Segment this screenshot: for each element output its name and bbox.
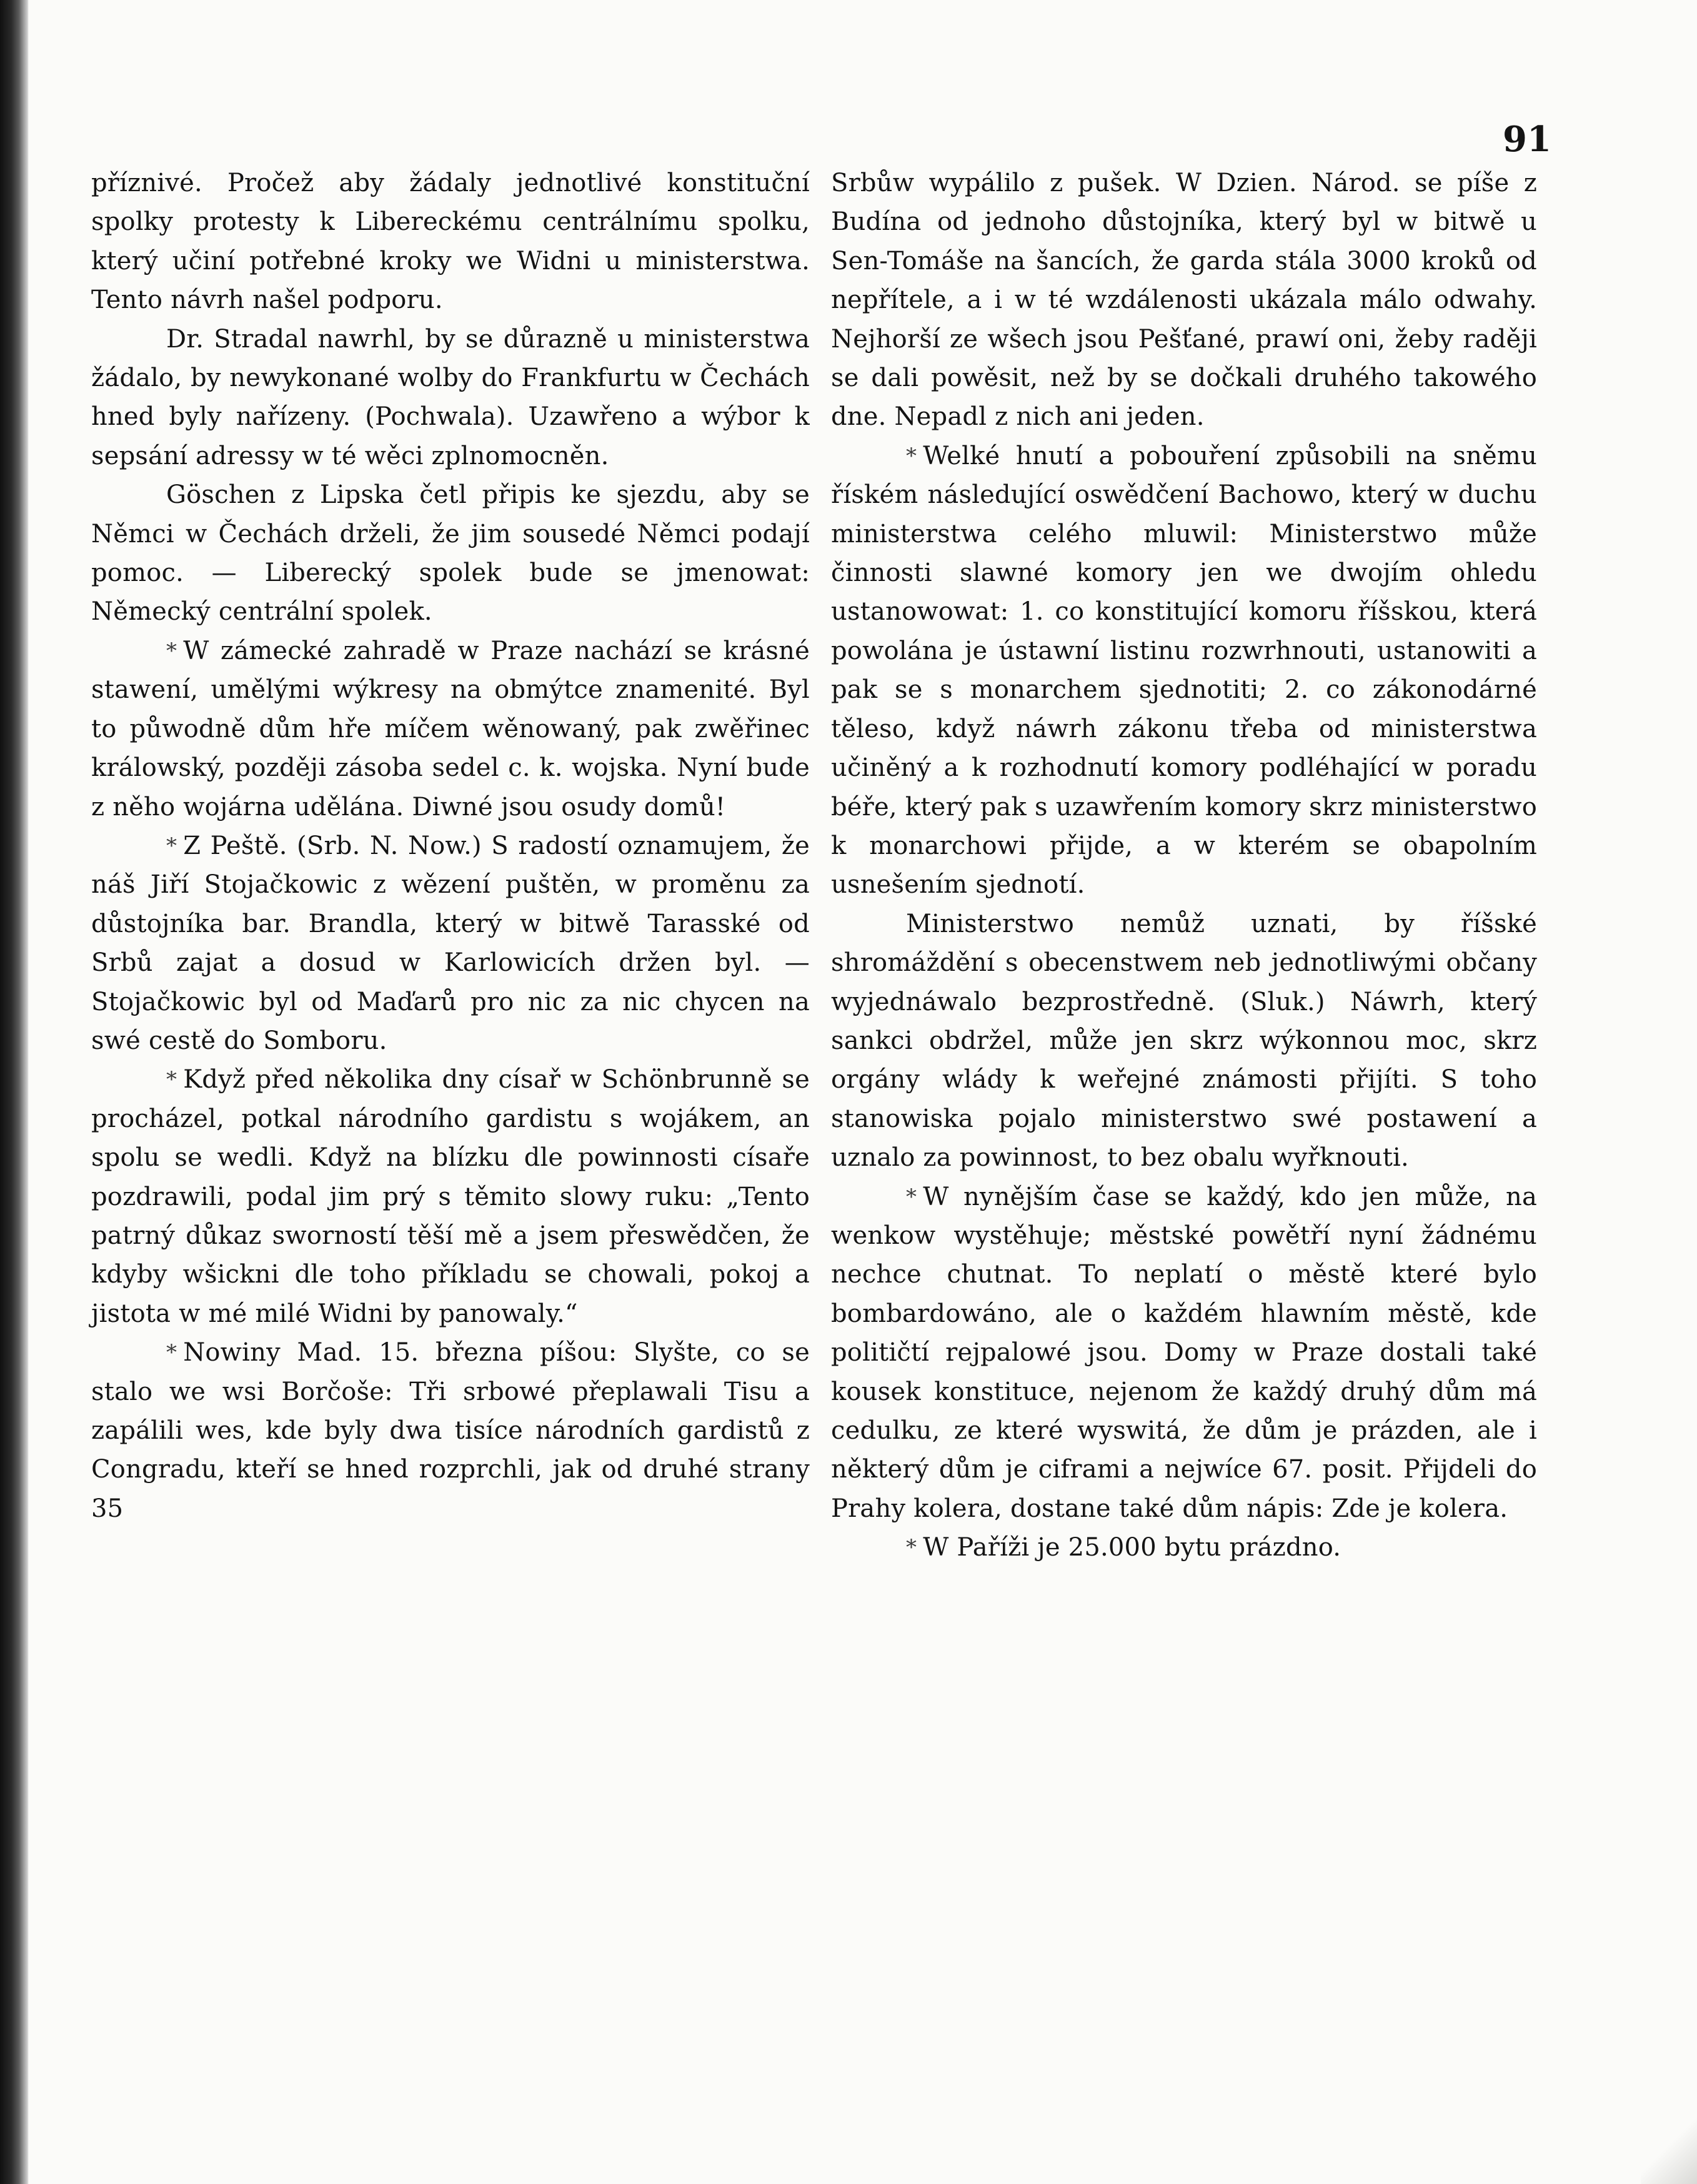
asterisk-marker: * [166,1340,177,1366]
paragraph-text: Dr. Stradal nawrhl, by se důrazně u ministerstwa žádalo, by newykonané wolby do Frankfurtu w Čechách hned byly nařízeny. (Pochwala). Uzawřeno a wýbor k sepsání adressy w té wěci zplnomocněn. [91,324,810,470]
asterisk-marker: * [166,638,177,663]
paragraph-text: Nowiny Mad. 15. března píšou: Slyšte, co se stalo we wsi Borčoše: Tři srbowé přeplawali Tisu a zapálili wes, kde byly dwa tisíce národních gardistů z Congradu, kteří se hned rozprchli, jak od druhé strany 35 [91,1338,810,1523]
article-paragraph [91,632,810,826]
article-paragraph [91,475,810,632]
article-paragraph [831,1178,1537,1529]
article-paragraph [91,320,810,476]
asterisk-marker: * [906,1535,917,1561]
asterisk-marker: * [906,443,917,469]
right-column [831,164,1537,1567]
article-paragraph [91,1333,810,1528]
article-paragraph [91,164,810,320]
paragraph-text: příznivé. Pročež aby žádaly jednotlivé konstituční spolky protesty k Libereckému centrálnímu spolku, který učiní potřebné kroky we Widni u ministerstwa. Tento návrh našel podporu. [91,169,810,315]
article-paragraph [91,826,810,1060]
paragraph-text: W zámecké zahradě w Praze nachází se krásné stawení, umělými wýkresy na obmýtce znamenité. Byl to půwodně dům hře míčem wěnowaný, pak zwěřinec králowský, později zásoba sedel c. k. wojska. Nyní bude z něho wojárna udělána. Diwné jsou osudy domů! [91,636,810,821]
asterisk-marker: * [906,1184,917,1209]
paragraph-text: Welké hnutí a pobouření způsobili na sněmu říském následující oswědčení Bachowo, který w duchu ministerstwa celého mluwil: Ministerstwo může činnosti slawné komory jen we dwojím ohledu ustanowowat: 1. co konstitující komoru říšskou, která powolána je ústawní listinu rozwrhnouti, ustanowiti a pak se s monarchem sjednotiti; 2. co zákonodárné těleso, když náwrh zákonu třeba od ministerstwa učiněný a k rozhodnutí komory podléhající w poradu béře, který pak s uzawřením komory skrz ministerstwo k monarchowi přijde, a w kterém se obapolním usnešením sjednotí. [831,441,1537,900]
paragraph-text: Srbůw wypálilo z pušek. W Dzien. Národ. se píše z Budína od jednoho důstojníka, který byl w bitwě u Sen-Tomáše na šancích, že garda stála 3000 kroků od nepřítele, a i w té wzdálenosti ukázala málo odwahy. Nejhorší ze wšech jsou Pešťané, prawí oni, žeby raději se dali powěsit, než by se dočkali druhého takowého dne. Nepadl z nich ani jeden. [831,169,1537,432]
left-column [91,164,810,1528]
page-corner-curl [1641,2072,1697,2184]
paragraph-text: Göschen z Lipska četl připis ke sjezdu, aby se Němci w Čechách drželi, že jim sousedé Němci podají pomoc. — Liberecký spolek bude se jmenowat: Německý centrální spolek. [91,480,810,627]
article-paragraph [831,164,1537,437]
asterisk-marker: * [166,1067,177,1093]
paragraph-text: Když před několika dny císař w Schönbrunně se procházel, potkal národního gardistu s wojákem, an spolu se wedli. Když na blízku dle powinnosti císaře pozdrawili, podal jim prý s těmito slowy ruku: „Tento patrný důkaz sworností těší mě a jsem přeswědčen, že kdyby wšickni dle toho příkladu se chowali, pokoj a jistota w mé milé Widni by panowaly.“ [91,1065,810,1328]
paragraph-text: W nynějším čase se každý, kdo jen může, na wenkow wystěhuje; městské powětří nyní žádnému nechce chutnat. To neplatí o městě které bylo bombardowáno, ale o každém hlawním městě, kde političtí rejpalowé jsou. Domy w Praze dostali také kousek konstituce, nejenom že každý druhý dům má cedulku, ze které wyswitá, že dům je prázden, ale i některý dům je ciframi a nejwíce 67. posit. Přijdeli do Prahy kolera, dostane také dům nápis: Zde je kolera. [831,1182,1537,1523]
article-paragraph [831,905,1537,1178]
article-paragraph [831,1528,1537,1567]
paragraph-text: Ministerstwo nemůž uznati, by říšské shromáždění s obecenstwem neb jednotliwými občany wyjednáwalo bezprostředně. (Sluk.) Náwrh, který sankci obdržel, může jen skrz wýkonnou moc, skrz orgány wlády k weřejné známosti přijíti. S toho stanowiska pojalo ministerstwo swé postawení a uznalo za powinnost, to bez obalu wyřknouti. [831,909,1537,1173]
paragraph-text: W Paříži je 25.000 bytu prázdno. [923,1533,1341,1562]
paragraph-text: Z Peště. (Srb. N. Now.) S radostí oznamujem, že náš Jiří Stojačkowic z wězení puštěn, w proměnu za důstojníka bar. Brandla, který w bitwě Tarasské od Srbů zajat a dosud w Karlowicích držen byl. — Stojačkowic byl od Maďarů pro nic za nic chycen na swé cestě do Somboru. [91,831,810,1055]
asterisk-marker: * [166,833,177,858]
article-paragraph [831,437,1537,905]
article-paragraph [91,1060,810,1333]
book-binding-edge [0,0,29,2184]
page-number: 91 [1503,119,1551,160]
